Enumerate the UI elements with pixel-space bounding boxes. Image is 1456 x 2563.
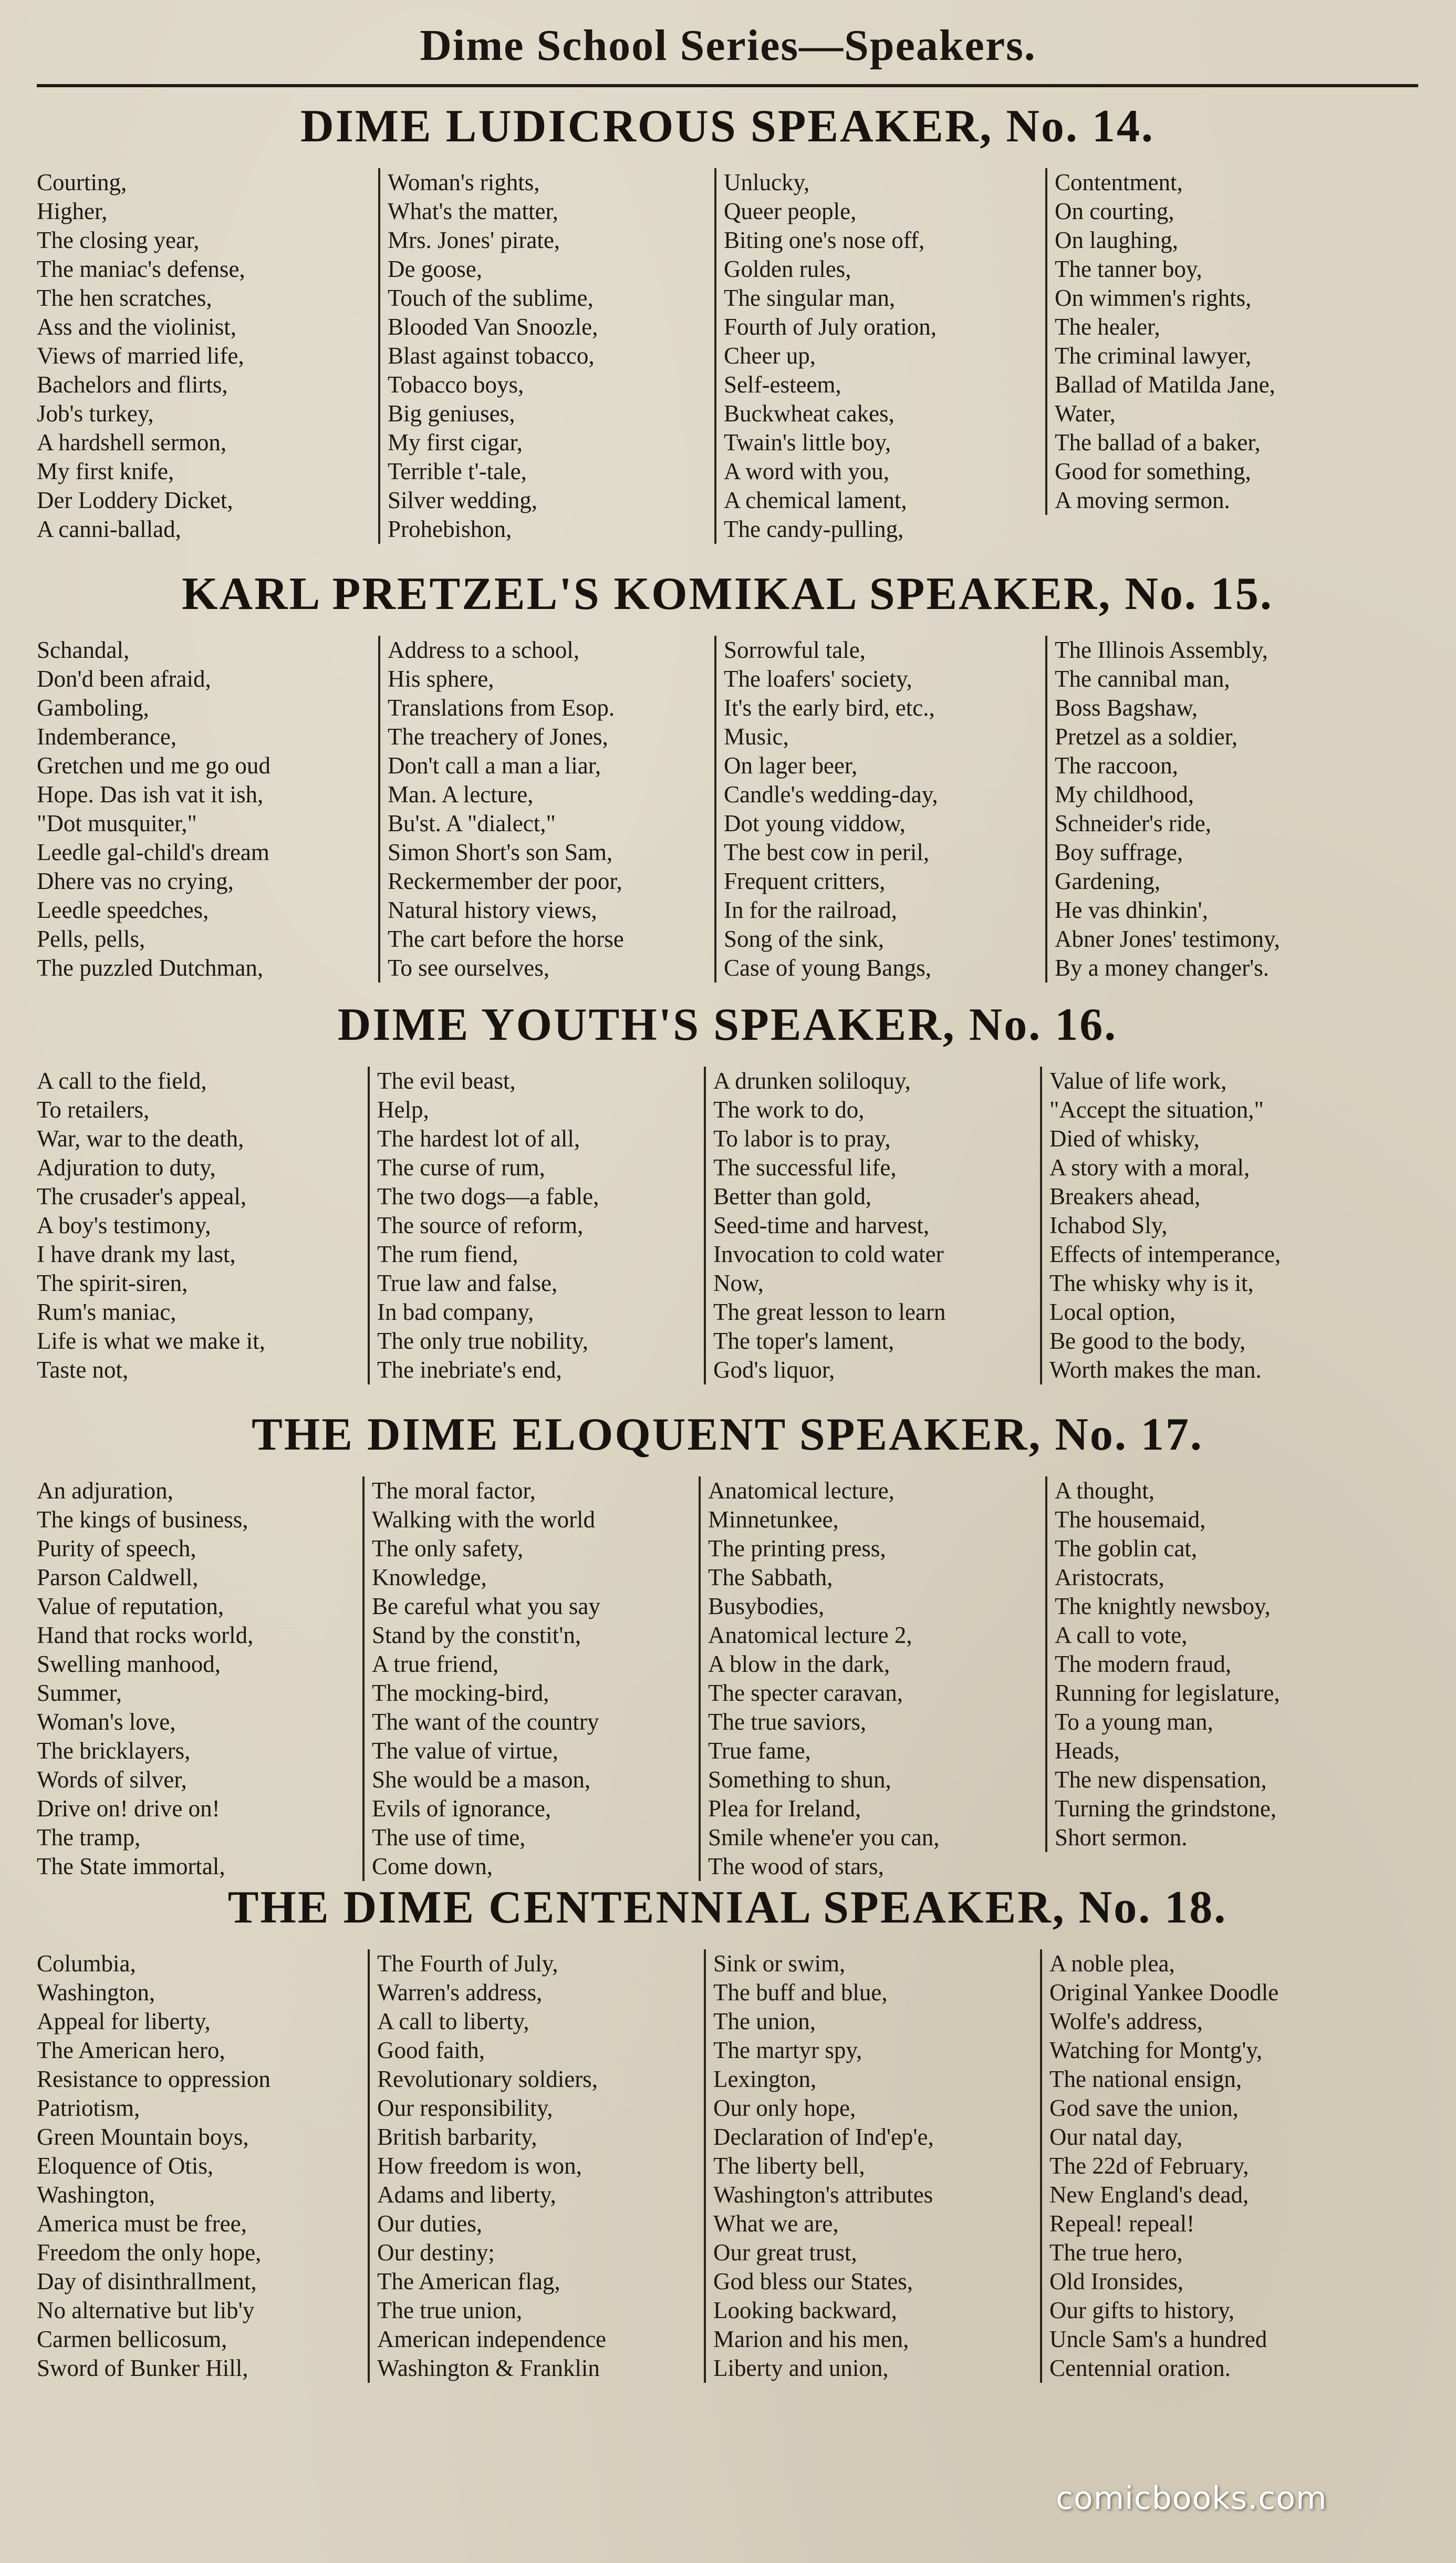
list-item: Stand by the constit'n, <box>372 1622 581 1648</box>
list-item: A call to vote, <box>1055 1622 1188 1648</box>
list-item: The 22d of February, <box>1049 2153 1249 2179</box>
list-item: Ichabod Sly, <box>1049 1212 1168 1238</box>
list-item: Adams and liberty, <box>377 2182 556 2208</box>
column-2 <box>368 1067 714 1384</box>
list-item: Parson Caldwell, <box>37 1564 199 1590</box>
list-item: Pretzel as a soldier, <box>1055 724 1238 750</box>
list-item: Life is what we make it, <box>37 1328 265 1354</box>
list-item: The great lesson to learn <box>713 1299 946 1325</box>
list-item: Eloquence of Otis, <box>37 2153 214 2179</box>
list-item: The union, <box>713 2008 816 2034</box>
list-item: A thought, <box>1055 1477 1155 1504</box>
list-item: Anatomical lecture 2, <box>708 1622 912 1648</box>
section-youths-speaker <box>37 998 1418 1408</box>
list-item: "Accept the situation," <box>1049 1097 1264 1123</box>
column-2 <box>378 636 720 983</box>
list-item: He vas dhinkin', <box>1055 897 1208 923</box>
list-item: True fame, <box>708 1738 811 1764</box>
list-item: God's liquor, <box>713 1357 835 1383</box>
list-item: Ass and the violinist, <box>37 314 236 340</box>
list-item: Busybodies, <box>708 1593 825 1619</box>
list-item: Smile whene'er you can, <box>708 1824 940 1851</box>
list-item: Revolutionary soldiers, <box>377 2066 598 2092</box>
list-item: The spirit-siren, <box>37 1270 188 1296</box>
list-item: God save the union, <box>1049 2095 1239 2121</box>
list-item: The source of reform, <box>377 1212 584 1238</box>
list-item: Case of young Bangs, <box>724 955 931 981</box>
section-ludicrous-speaker <box>37 100 1418 562</box>
column-1 <box>37 1476 373 1881</box>
list-item: Man. A lecture, <box>388 781 534 808</box>
list-item: War, war to the death, <box>37 1125 244 1152</box>
list-item: Rum's maniac, <box>37 1299 176 1325</box>
list-item: Don't call a man a liar, <box>388 752 601 779</box>
list-item: The goblin cat, <box>1055 1535 1198 1562</box>
list-item: A call to the field, <box>37 1068 207 1094</box>
list-item: Sorrowful tale, <box>724 637 866 663</box>
list-item: Abner Jones' testimony, <box>1055 926 1280 952</box>
list-item: Invocation to cold water <box>713 1241 944 1267</box>
list-item: Gardening, <box>1055 868 1161 894</box>
title-list <box>37 1949 1418 2391</box>
column-4 <box>1045 168 1418 515</box>
list-item: Hope. Das ish vat it ish, <box>37 781 264 808</box>
list-item: Dhere vas no crying, <box>37 868 234 894</box>
list-item: Green Mountain boys, <box>37 2124 249 2150</box>
column-3 <box>704 1067 1051 1384</box>
list-item: Swelling manhood, <box>37 1651 221 1677</box>
list-item: Something to shun, <box>708 1766 891 1793</box>
list-item: The printing press, <box>708 1535 886 1562</box>
list-item: Woman's love, <box>37 1709 176 1735</box>
list-item: Job's turkey, <box>37 400 154 427</box>
list-item: Woman's rights, <box>388 169 540 195</box>
list-item: What we are, <box>713 2210 839 2237</box>
list-item: The new dispensation, <box>1055 1766 1267 1793</box>
list-item: Our only hope, <box>713 2095 856 2121</box>
list-item: The maniac's defense, <box>37 256 245 282</box>
list-item: Dot young viddow, <box>724 810 906 836</box>
list-item: American independence <box>377 2326 607 2352</box>
list-item: Lexington, <box>713 2066 817 2092</box>
column-1 <box>37 1949 373 2383</box>
list-item: The evil beast, <box>377 1068 516 1094</box>
column-2 <box>362 1476 709 1881</box>
list-item: The closing year, <box>37 227 200 253</box>
list-item: Higher, <box>37 198 108 224</box>
column-2 <box>378 168 720 544</box>
list-item: Golden rules, <box>724 256 851 282</box>
list-item: The cannibal man, <box>1055 666 1230 692</box>
list-item: A call to liberty, <box>377 2008 529 2034</box>
list-item: Twain's little boy, <box>724 429 891 456</box>
list-item: Effects of intemperance, <box>1049 1241 1281 1267</box>
section-title: DIME YOUTH'S SPEAKER, No. 16. <box>337 999 1118 1050</box>
list-item: Uncle Sam's a hundred <box>1049 2326 1267 2352</box>
column-2 <box>368 1949 720 2383</box>
list-item: Tobacco boys, <box>388 371 524 398</box>
list-item: Prohebishon, <box>388 516 512 542</box>
list-item: Evils of ignorance, <box>372 1795 552 1822</box>
list-item: Watching for Montg'y, <box>1049 2037 1263 2063</box>
list-item: True law and false, <box>377 1270 558 1296</box>
list-item: The American hero, <box>37 2037 225 2063</box>
list-item: De goose, <box>388 256 482 282</box>
list-item: My first cigar, <box>388 429 523 456</box>
list-item: Buckwheat cakes, <box>724 400 895 427</box>
list-item: A chemical lament, <box>724 487 907 513</box>
list-item: Local option, <box>1049 1299 1176 1325</box>
list-item: A noble plea, <box>1049 1950 1175 1977</box>
list-item: Natural history views, <box>388 897 597 923</box>
list-item: A hardshell sermon, <box>37 429 227 456</box>
list-item: In for the railroad, <box>724 897 897 923</box>
list-item: Knowledge, <box>372 1564 487 1590</box>
list-item: Hand that rocks world, <box>37 1622 254 1648</box>
list-item: God bless our States, <box>713 2268 913 2295</box>
list-item: Seed-time and harvest, <box>713 1212 930 1238</box>
list-item: Plea for Ireland, <box>708 1795 861 1822</box>
list-item: Wolfe's address, <box>1049 2008 1203 2034</box>
list-item: A story with a moral, <box>1049 1154 1250 1181</box>
list-item: Water, <box>1055 400 1116 427</box>
list-item: Washington's attributes <box>713 2182 933 2208</box>
list-item: Centennial oration. <box>1049 2355 1231 2381</box>
list-item: A drunken soliloquy, <box>713 1068 911 1094</box>
list-item: On lager beer, <box>724 752 858 779</box>
list-item: Bachelors and flirts, <box>37 371 228 398</box>
list-item: My first knife, <box>37 458 174 484</box>
list-item: Died of whisky, <box>1049 1125 1200 1152</box>
list-item: Walking with the world <box>372 1506 596 1533</box>
list-item: Washington, <box>37 1979 155 2006</box>
list-item: The criminal lawyer, <box>1055 343 1252 369</box>
list-item: The healer, <box>1055 314 1160 340</box>
list-item: The hen scratches, <box>37 285 212 311</box>
list-item: Our destiny; <box>377 2239 495 2266</box>
list-item: Washington & Franklin <box>377 2355 600 2381</box>
list-item: The only safety, <box>372 1535 524 1562</box>
list-item: The Sabbath, <box>708 1564 833 1590</box>
list-item: Drive on! drive on! <box>37 1795 220 1822</box>
list-item: The knightly newsboy, <box>1055 1593 1271 1619</box>
list-item: On laughing, <box>1055 227 1178 253</box>
list-item: No alternative but lib'y <box>37 2297 255 2323</box>
section-title: KARL PRETZEL'S KOMIKAL SPEAKER, No. 15. <box>182 569 1273 619</box>
list-item: Blast against tobacco, <box>388 343 595 369</box>
list-item: The buff and blue, <box>713 1979 888 2006</box>
list-item: The rum fiend, <box>377 1241 518 1267</box>
list-item: The candy-pulling, <box>724 516 904 542</box>
list-item: The value of virtue, <box>372 1738 558 1764</box>
column-3 <box>714 168 1056 544</box>
list-item: Marion and his men, <box>713 2326 909 2352</box>
list-item: Boss Bagshaw, <box>1055 695 1198 721</box>
list-item: Translations from Esop. <box>388 695 615 721</box>
list-item: Our duties, <box>377 2210 482 2237</box>
list-item: Better than gold, <box>713 1183 872 1210</box>
list-item: New England's dead, <box>1049 2182 1249 2208</box>
column-4 <box>1040 1067 1418 1384</box>
section-title: THE DIME CENTENNIAL SPEAKER, No. 18. <box>227 1882 1228 1933</box>
list-item: The work to do, <box>713 1097 865 1123</box>
list-item: Original Yankee Doodle <box>1049 1979 1279 2006</box>
list-item: Our natal day, <box>1049 2124 1183 2150</box>
list-item: Touch of the sublime, <box>388 285 594 311</box>
list-item: Big geniuses, <box>388 400 515 427</box>
list-item: On courting, <box>1055 198 1174 224</box>
list-item: Don'd been afraid, <box>37 666 211 692</box>
list-item: She would be a mason, <box>372 1766 591 1793</box>
list-item: Freedom the only hope, <box>37 2239 262 2266</box>
section-title: THE DIME ELOQUENT SPEAKER, No. 17. <box>252 1409 1203 1460</box>
list-item: Our great trust, <box>713 2239 857 2266</box>
list-item: The bricklayers, <box>37 1738 191 1764</box>
list-item: Be good to the body, <box>1049 1328 1246 1354</box>
list-item: Now, <box>713 1270 764 1296</box>
list-item: Old Ironsides, <box>1049 2268 1183 2295</box>
list-item: Words of silver, <box>37 1766 187 1793</box>
column-3 <box>714 636 1056 983</box>
column-1 <box>37 1067 373 1384</box>
list-item: The curse of rum, <box>377 1154 545 1181</box>
list-item: Bu'st. A "dialect," <box>388 810 556 836</box>
list-item: The want of the country <box>372 1709 599 1735</box>
list-item: Ballad of Matilda Jane, <box>1055 371 1275 398</box>
list-item: The tramp, <box>37 1824 141 1851</box>
column-4 <box>1045 1476 1418 1852</box>
list-item: Music, <box>724 724 789 750</box>
list-item: America must be free, <box>37 2210 247 2237</box>
title-list <box>37 636 1418 993</box>
list-item: Be careful what you say <box>372 1593 600 1619</box>
list-item: Declaration of Ind'ep'e, <box>713 2124 934 2150</box>
list-item: Short sermon. <box>1055 1824 1188 1851</box>
list-item: Worth makes the man. <box>1049 1357 1262 1383</box>
list-item: The inebriate's end, <box>377 1357 562 1383</box>
list-item: Sink or swim, <box>713 1950 846 1977</box>
list-item: British barbarity, <box>377 2124 537 2150</box>
list-item: Fourth of July oration, <box>724 314 937 340</box>
list-item: In bad company, <box>377 1299 534 1325</box>
list-item: The modern fraud, <box>1055 1651 1232 1677</box>
list-item: Contentment, <box>1055 169 1183 195</box>
list-item: It's the early bird, etc., <box>724 695 935 721</box>
list-item: Address to a school, <box>388 637 579 663</box>
list-item: Song of the sink, <box>724 926 885 952</box>
list-item: Value of life work, <box>1049 1068 1227 1094</box>
list-item: The only true nobility, <box>377 1328 589 1354</box>
column-1 <box>37 168 373 544</box>
list-item: Gretchen und me go oud <box>37 752 271 779</box>
list-item: The national ensign, <box>1049 2066 1242 2092</box>
list-item: The true union, <box>377 2297 523 2323</box>
list-item: Our responsibility, <box>377 2095 553 2121</box>
list-item: The kings of business, <box>37 1506 248 1533</box>
list-item: Terrible t'-tale, <box>388 458 527 484</box>
list-item: Minnetunkee, <box>708 1506 839 1533</box>
list-item: A blow in the dark, <box>708 1651 890 1677</box>
list-item: Appeal for liberty, <box>37 2008 211 2034</box>
list-item: Turning the grindstone, <box>1055 1795 1277 1822</box>
list-item: What's the matter, <box>388 198 558 224</box>
list-item: Courting, <box>37 169 127 195</box>
list-item: An adjuration, <box>37 1477 173 1504</box>
list-item: The State immortal, <box>37 1853 225 1879</box>
list-item: Biting one's nose off, <box>724 227 925 253</box>
list-item: The singular man, <box>724 285 896 311</box>
list-item: The ballad of a baker, <box>1055 429 1261 456</box>
list-item: The true hero, <box>1049 2239 1183 2266</box>
list-item: The hardest lot of all, <box>377 1125 580 1152</box>
list-item: The American flag, <box>377 2268 560 2295</box>
list-item: The two dogs—a fable, <box>377 1183 599 1210</box>
list-item: Day of disinthrallment, <box>37 2268 257 2295</box>
column-4 <box>1040 1949 1418 2383</box>
list-item: To retailers, <box>37 1097 150 1123</box>
column-3 <box>704 1949 1066 2383</box>
list-item: The liberty bell, <box>713 2153 865 2179</box>
list-item: Heads, <box>1055 1738 1120 1764</box>
list-item: Value of reputation, <box>37 1593 224 1619</box>
list-item: Anatomical lecture, <box>708 1477 895 1504</box>
list-item: The crusader's appeal, <box>37 1183 247 1210</box>
list-item: Pells, pells, <box>37 926 145 952</box>
list-item: Simon Short's son Sam, <box>388 839 613 865</box>
list-item: Silver wedding, <box>388 487 537 513</box>
list-item: The whisky why is it, <box>1049 1270 1254 1296</box>
list-item: Running for legislature, <box>1055 1680 1280 1706</box>
list-item: I have drank my last, <box>37 1241 236 1267</box>
list-item: Breakers ahead, <box>1049 1183 1201 1210</box>
list-item: Leedle gal-child's dream <box>37 839 269 865</box>
list-item: Self-esteem, <box>724 371 841 398</box>
list-item: Views of married life, <box>37 343 244 369</box>
list-item: "Dot musquiter," <box>37 810 197 836</box>
list-item: Warren's address, <box>377 1979 543 2006</box>
list-item: Columbia, <box>37 1950 136 1977</box>
column-3 <box>699 1476 1056 1881</box>
list-item: Summer, <box>37 1680 122 1706</box>
list-item: A boy's testimony, <box>37 1212 211 1238</box>
list-item: The treachery of Jones, <box>388 724 608 750</box>
list-item: Gamboling, <box>37 695 149 721</box>
list-item: Looking backward, <box>713 2297 897 2323</box>
list-item: Sword of Bunker Hill, <box>37 2355 248 2381</box>
list-item: To labor is to pray, <box>713 1125 891 1152</box>
list-item: A word with you, <box>724 458 889 484</box>
list-item: Carmen bellicosum, <box>37 2326 227 2352</box>
list-item: Reckermember der poor, <box>388 868 622 894</box>
list-item: The tanner boy, <box>1055 256 1202 282</box>
list-item: The loafers' society, <box>724 666 912 692</box>
header-rule <box>37 84 1418 87</box>
list-item: Unlucky, <box>724 169 810 195</box>
list-item: Schneider's ride, <box>1055 810 1212 836</box>
list-item: Schandal, <box>37 637 130 663</box>
list-item: Cheer up, <box>724 343 816 369</box>
section-eloquent-speaker <box>37 1408 1418 1881</box>
list-item: The toper's lament, <box>713 1328 895 1354</box>
list-item: To see ourselves, <box>388 955 550 981</box>
list-item: The Illinois Assembly, <box>1055 637 1268 663</box>
list-item: The specter caravan, <box>708 1680 903 1706</box>
title-list <box>37 1476 1418 1886</box>
watermark: comicbooks.com <box>1056 2480 1327 2517</box>
list-item: The housemaid, <box>1055 1506 1206 1533</box>
list-item: The cart before the horse <box>388 926 624 952</box>
list-item: Liberty and union, <box>713 2355 889 2381</box>
list-item: On wimmen's rights, <box>1055 285 1252 311</box>
title-list <box>37 1067 1418 1392</box>
list-item: The wood of stars, <box>708 1853 884 1879</box>
section-centennial-speaker <box>37 1881 1418 2406</box>
list-item: His sphere, <box>388 666 494 692</box>
list-item: The Fourth of July, <box>377 1950 558 1977</box>
series-header: Dime School Series—Speakers. <box>420 21 1036 70</box>
section-title: DIME LUDICROUS SPEAKER, No. 14. <box>300 101 1155 152</box>
list-item: Blooded Van Snoozle, <box>388 314 598 340</box>
list-item: Purity of speech, <box>37 1535 196 1562</box>
list-item: Resistance to oppression <box>37 2066 271 2092</box>
list-item: To a young man, <box>1055 1709 1213 1735</box>
list-item: The use of time, <box>372 1824 526 1851</box>
list-item: A moving sermon. <box>1055 487 1230 513</box>
list-item: Our gifts to history, <box>1049 2297 1235 2323</box>
list-item: Patriotism, <box>37 2095 140 2121</box>
list-item: By a money changer's. <box>1055 955 1269 981</box>
column-1 <box>37 636 373 983</box>
list-item: My childhood, <box>1055 781 1194 808</box>
list-item: Frequent critters, <box>724 868 886 894</box>
list-item: Washington, <box>37 2182 155 2208</box>
column-4 <box>1045 636 1418 983</box>
list-item: Leedle speedches, <box>37 897 209 923</box>
list-item: Good for something, <box>1055 458 1251 484</box>
list-item: The mocking-bird, <box>372 1680 549 1706</box>
list-item: Boy suffrage, <box>1055 839 1183 865</box>
list-item: Aristocrats, <box>1055 1564 1164 1590</box>
list-item: The puzzled Dutchman, <box>37 955 264 981</box>
list-item: Queer people, <box>724 198 857 224</box>
section-komikal-speaker <box>37 567 1418 998</box>
list-item: Adjuration to duty, <box>37 1154 216 1181</box>
list-item: Come down, <box>372 1853 493 1879</box>
list-item: Mrs. Jones' pirate, <box>388 227 560 253</box>
list-item: The martyr spy, <box>713 2037 862 2063</box>
list-item: Candle's wedding-day, <box>724 781 938 808</box>
list-item: How freedom is won, <box>377 2153 582 2179</box>
list-item: A true friend, <box>372 1651 499 1677</box>
list-item: The true saviors, <box>708 1709 867 1735</box>
list-item: The successful life, <box>713 1154 897 1181</box>
list-item: Der Loddery Dicket, <box>37 487 233 513</box>
list-item: Good faith, <box>377 2037 485 2063</box>
list-item: The moral factor, <box>372 1477 536 1504</box>
list-item: Repeal! repeal! <box>1049 2210 1195 2237</box>
list-item: Taste not, <box>37 1357 129 1383</box>
list-item: Indemberance, <box>37 724 177 750</box>
list-item: Help, <box>377 1097 429 1123</box>
list-item: A canni-ballad, <box>37 516 181 542</box>
list-item: The best cow in peril, <box>724 839 930 865</box>
list-item: The raccoon, <box>1055 752 1178 779</box>
title-list <box>37 168 1418 557</box>
